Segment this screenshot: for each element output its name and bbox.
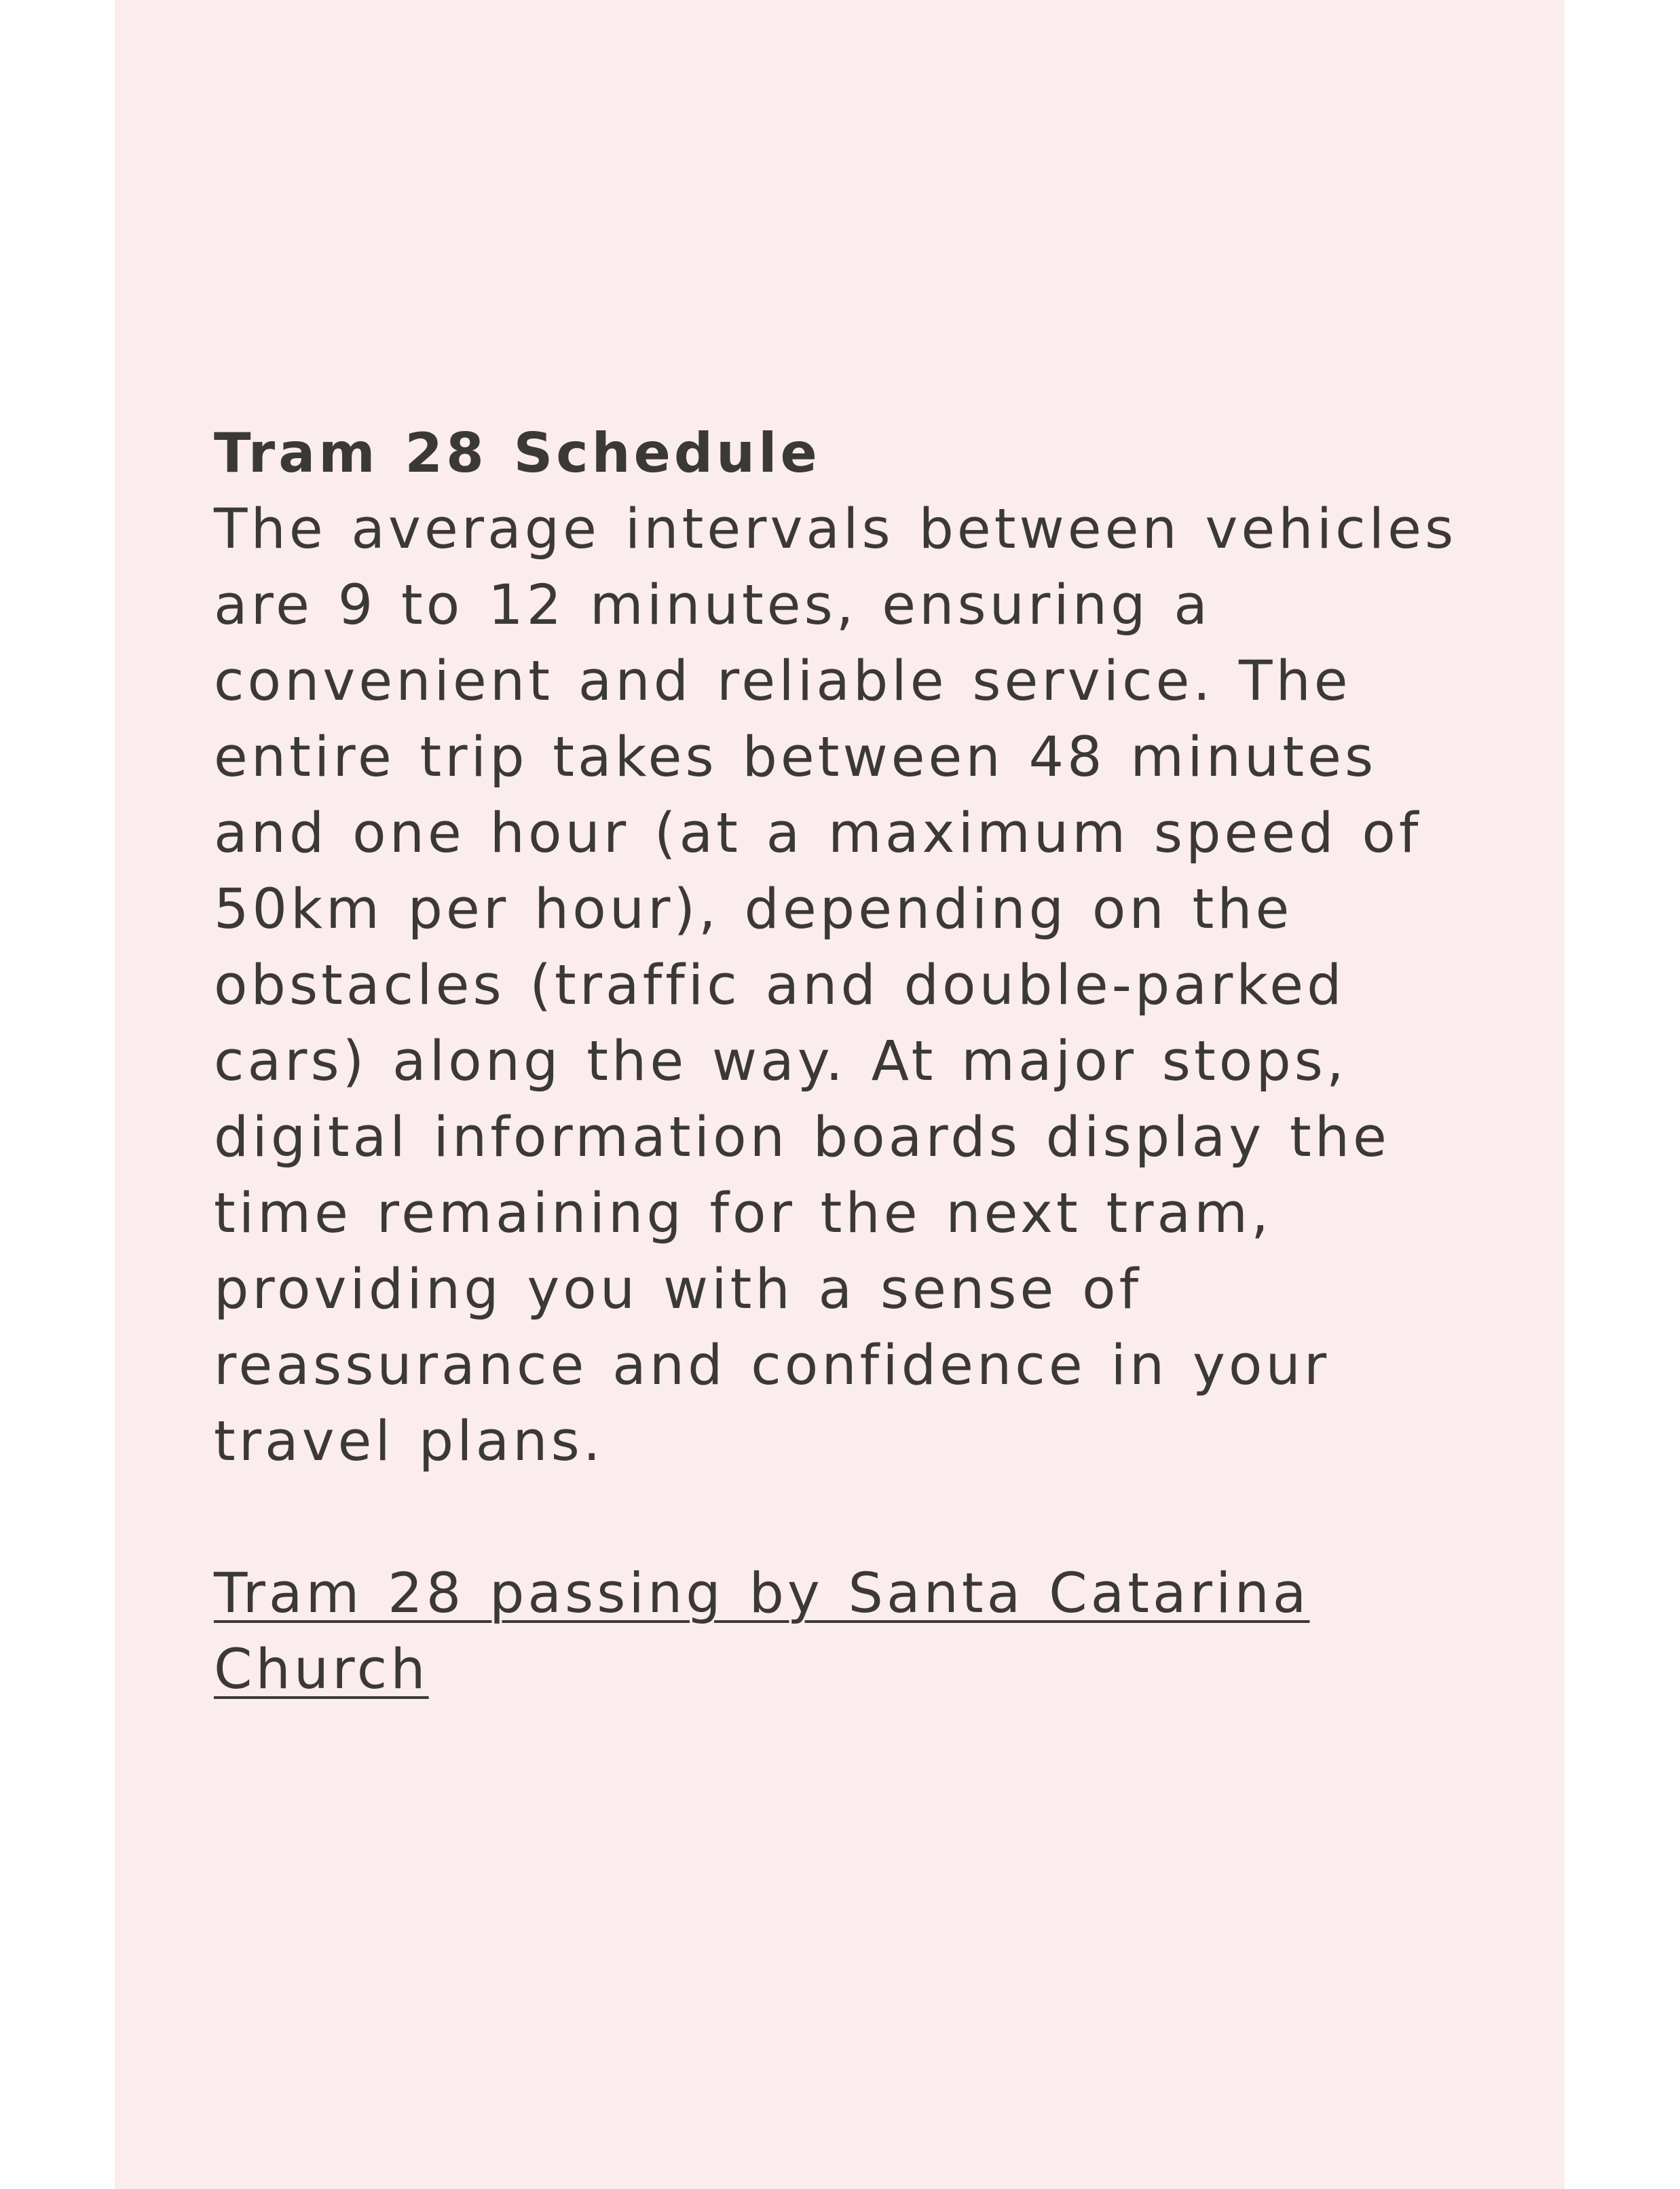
article — [214, 415, 1504, 1708]
photo-caption-link[interactable]: Tram 28 passing by Santa Catarina Church — [214, 1562, 1310, 1702]
content-panel — [115, 0, 1565, 2189]
article-body: The average intervals between vehicles are 9 to 12 minutes, ensuring a convenient and reliable service. The entire trip takes between 48 minutes and one hour (at a maximum speed of 50km per hour), depending on the obstacles (traffic and double-parked cars) along the way. At major stops, digital information boards display the time remaining for the next tram, providing you with a sense of reassurance and confidence in your travel plans. — [214, 498, 1457, 1474]
article-title: Tram 28 Schedule — [214, 422, 821, 485]
